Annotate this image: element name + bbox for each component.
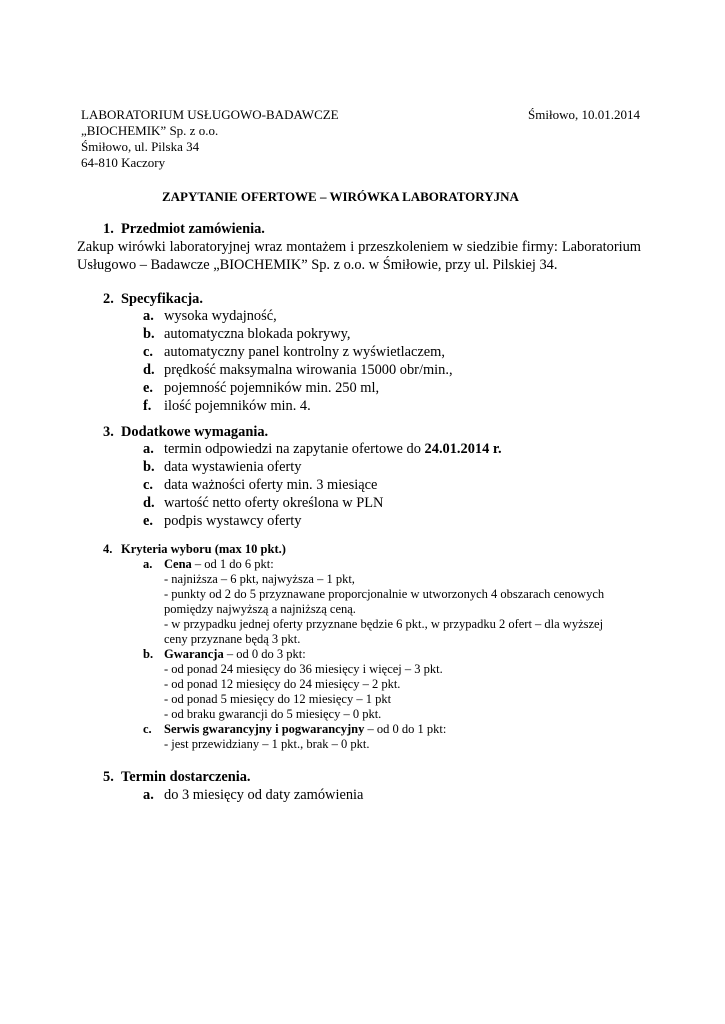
section3-heading: Dodatkowe wymagania. <box>121 424 269 440</box>
req-item-text: data wystawienia oferty <box>164 459 302 475</box>
spec-item-letter: d. <box>143 362 155 378</box>
spec-item-letter: f. <box>143 398 152 414</box>
delivery-item-text: do 3 miesięcy od daty zamówienia <box>164 787 364 803</box>
company-address: Śmiłowo, ul. Pilska 34 <box>81 139 200 154</box>
section1-body-line1: Zakup wirówki laboratoryjnej wraz montażem i przeszkoleniem w siedzibie firmy: Laboratorium <box>77 239 641 255</box>
criteria-line: - od ponad 5 miesięcy do 12 miesięcy – 1 pkt <box>164 692 392 706</box>
spec-item-letter: c. <box>143 344 153 360</box>
criteria-b-name: Gwarancja <box>164 647 224 661</box>
spec-item-letter: a. <box>143 308 154 324</box>
criteria-line: - od braku gwarancji do 5 miesięcy – 0 pkt. <box>164 707 382 721</box>
criteria-a-title <box>164 557 274 572</box>
spec-item-text: automatyczna blokada pokrywy, <box>164 326 351 342</box>
req-item-letter: b. <box>143 459 155 475</box>
criteria-c-range: – od 0 do 1 pkt: <box>364 722 447 736</box>
req-item-letter: d. <box>143 495 155 511</box>
spec-item-text: wysoka wydajność, <box>164 308 277 324</box>
criteria-line: pomiędzy najwyższą a najniższą ceną. <box>164 602 356 616</box>
req-item-text: wartość netto oferty określona w PLN <box>164 495 384 511</box>
criteria-b-range: – od 0 do 3 pkt: <box>223 647 306 661</box>
section5-heading: Termin dostarczenia. <box>121 769 251 785</box>
section2-number: 2. <box>103 291 114 307</box>
criteria-b-title <box>164 647 306 662</box>
company-name-line2: „BIOCHEMIK” Sp. z o.o. <box>81 123 219 138</box>
req-item-text: data ważności oferty min. 3 miesiące <box>164 477 378 493</box>
section1-number: 1. <box>103 221 114 237</box>
req-item-letter: e. <box>143 513 153 529</box>
document-title: ZAPYTANIE OFERTOWE – WIRÓWKA LABORATORYJNA <box>162 189 519 204</box>
spec-item-text: automatyczny panel kontrolny z wyświetlaczem, <box>164 344 445 360</box>
spec-item-letter: e. <box>143 380 153 396</box>
spec-item-text: prędkość maksymalna wirowania 15000 obr/min., <box>164 362 453 378</box>
req-deadline-text: termin odpowiedzi na zapytanie ofertowe do <box>164 441 425 457</box>
criteria-b-letter: b. <box>143 647 154 661</box>
section1-body-line2: Usługowo – Badawcze „BIOCHEMIK” Sp. z o.o. w Śmiłowie, przy ul. Pilskiej 34. <box>77 257 558 273</box>
criteria-c-letter: c. <box>143 722 152 736</box>
criteria-line: - punkty od 2 do 5 przyznawane proporcjonalnie w utworzonych 4 obszarach cenowych <box>164 587 605 601</box>
section2-heading: Specyfikacja. <box>121 291 203 307</box>
section3-number: 3. <box>103 424 114 440</box>
criteria-line: - od ponad 24 miesięcy do 36 miesięcy i więcej – 3 pkt. <box>164 662 443 676</box>
criteria-a-range: – od 1 do 6 pkt: <box>191 557 274 571</box>
req-item-text <box>164 440 502 458</box>
delivery-item-letter: a. <box>143 787 154 803</box>
company-name: LABORATORIUM USŁUGOWO-BADAWCZE <box>81 107 339 122</box>
criteria-line: - najniższa – 6 pkt, najwyższa – 1 pkt, <box>164 572 355 586</box>
criteria-line: - jest przewidziany – 1 pkt., brak – 0 pkt. <box>164 737 370 751</box>
criteria-a-name: Cena <box>164 557 192 571</box>
spec-item-text: ilość pojemników min. 4. <box>164 398 311 414</box>
criteria-line: ceny przyznane będą 3 pkt. <box>164 632 301 646</box>
criteria-line: - w przypadku jednej oferty przyznane będzie 6 pkt., w przypadku 2 ofert – dla wyższej <box>164 617 604 631</box>
section1-body <box>77 238 641 274</box>
spec-item-letter: b. <box>143 326 155 342</box>
company-postal: 64-810 Kaczory <box>81 155 166 170</box>
req-deadline-date: 24.01.2014 r. <box>424 441 502 457</box>
criteria-c-title <box>164 722 446 737</box>
req-item-letter: a. <box>143 441 154 457</box>
section4-heading: Kryteria wyboru (max 10 pkt.) <box>121 542 286 556</box>
spec-item-text: pojemność pojemników min. 250 ml, <box>164 380 380 396</box>
criteria-c-name: Serwis gwarancyjny i pogwarancyjny <box>164 722 365 736</box>
section1-heading: Przedmiot zamówienia. <box>121 221 265 237</box>
req-item-text: podpis wystawcy oferty <box>164 513 302 529</box>
place-date: Śmiłowo, 10.01.2014 <box>528 107 640 122</box>
criteria-line: - od ponad 12 miesięcy do 24 miesięcy – 2 pkt. <box>164 677 401 691</box>
section5-number: 5. <box>103 769 114 785</box>
section4-number: 4. <box>103 542 113 556</box>
req-item-letter: c. <box>143 477 153 493</box>
criteria-a-letter: a. <box>143 557 153 571</box>
